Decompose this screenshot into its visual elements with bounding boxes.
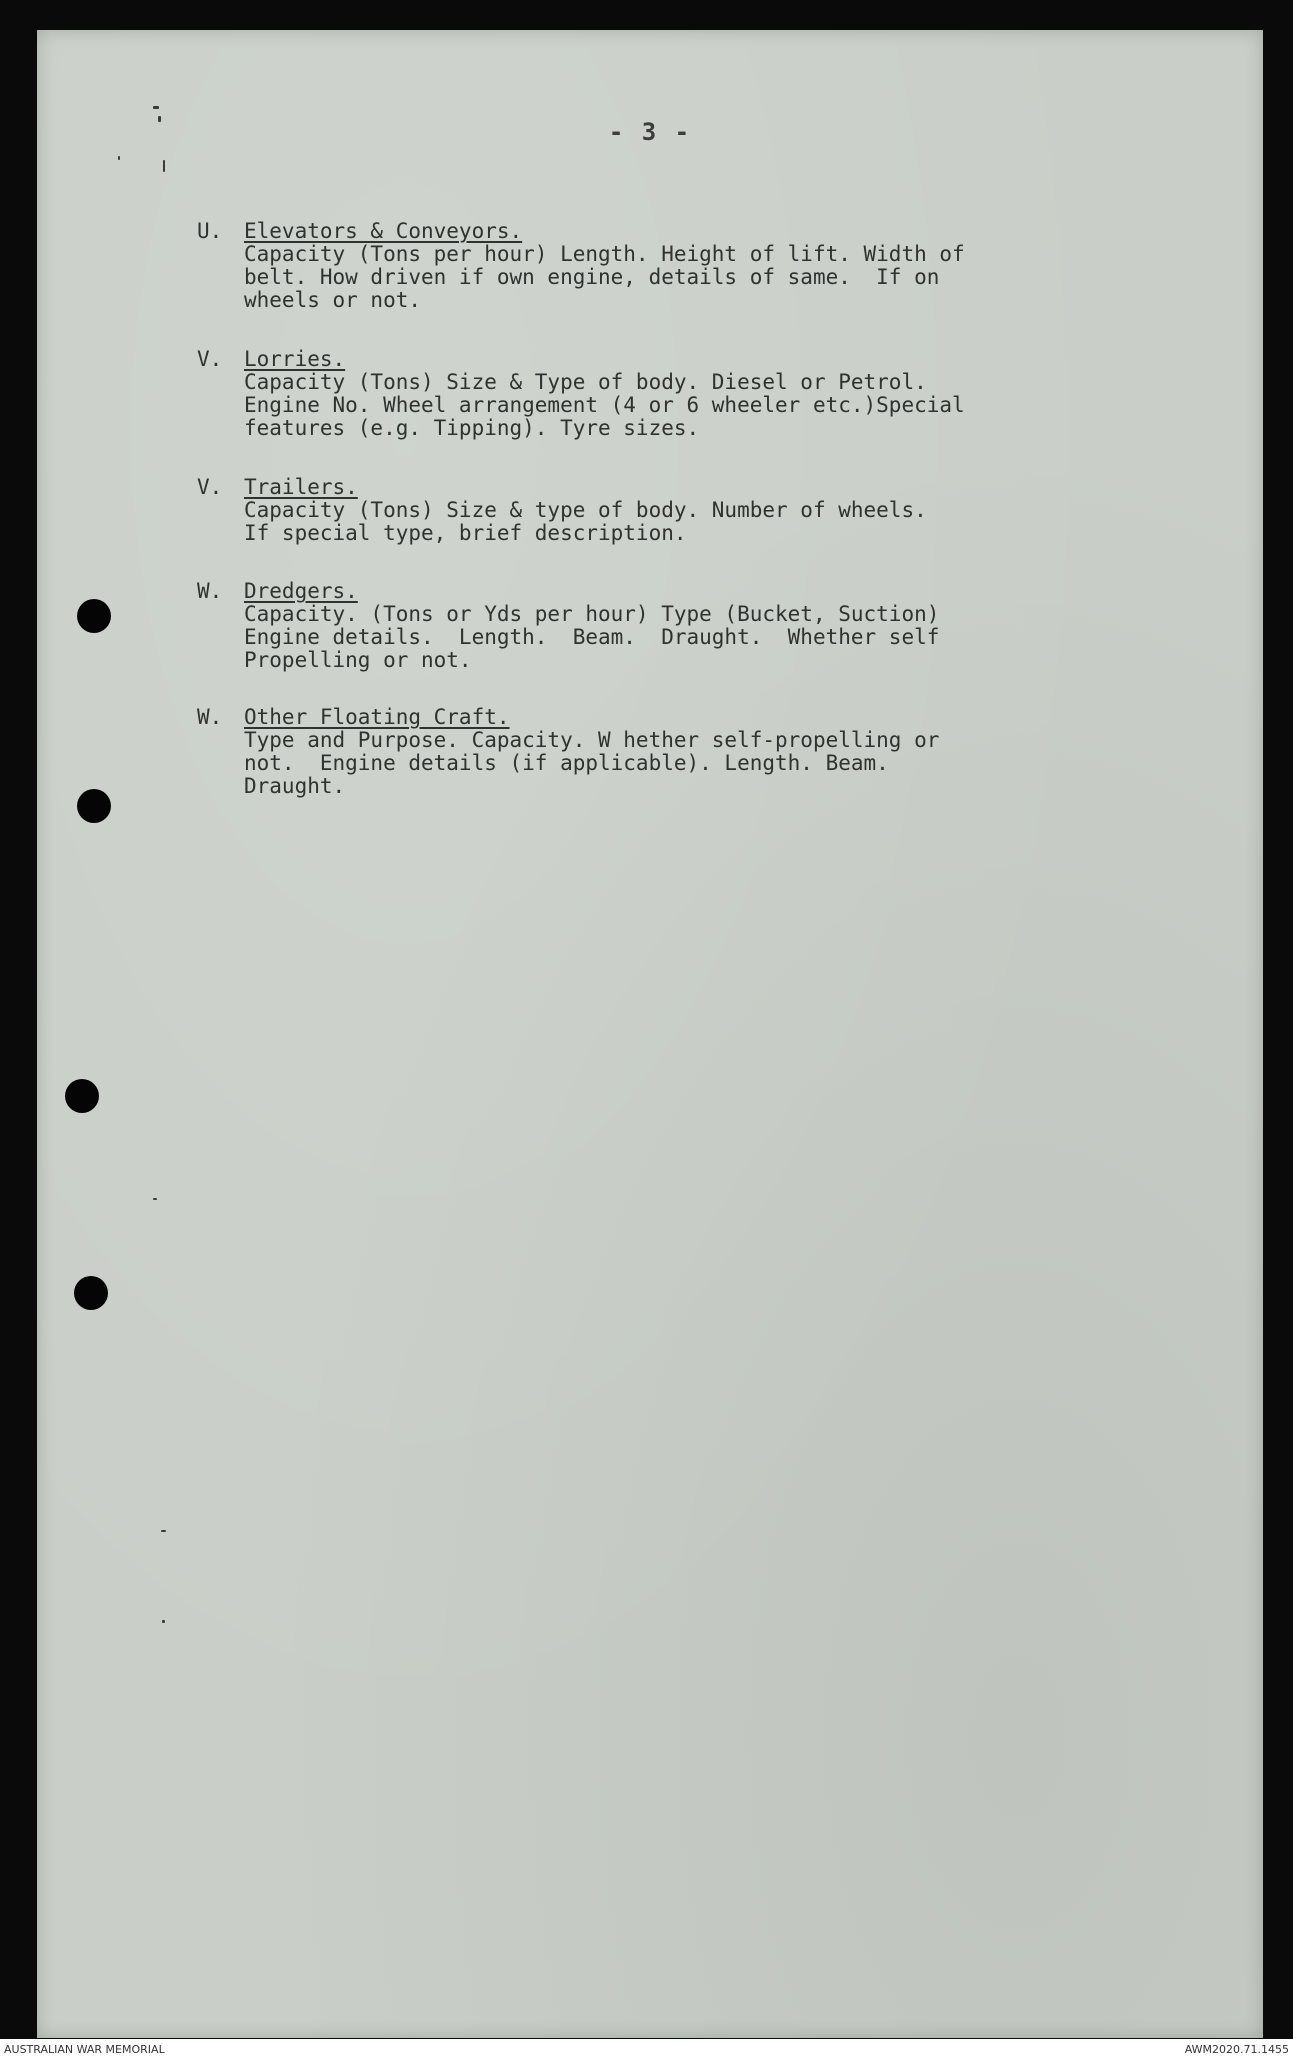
punch-hole <box>65 1079 99 1113</box>
caption-bar <box>0 2039 1293 2061</box>
section-body: Capacity. (Tons or Yds per hour) Type (Bucket, Suction) Engine details. Length. Beam. Draught. Whether self Propelling or not. <box>244 602 940 672</box>
ink-speck <box>153 1198 157 1200</box>
section-dredgers <box>197 580 1157 672</box>
section-heading <box>197 580 1157 603</box>
section-body: Capacity (Tons) Size & Type of body. Diesel or Petrol. Engine No. Wheel arrangement (4 or 6 wheeler etc.)Special features (e.g. Tipping). Tyre sizes. <box>244 370 965 440</box>
section-letter: V. <box>197 347 223 371</box>
section-heading <box>197 348 1157 371</box>
section-body: Capacity (Tons per hour) Length. Height of lift. Width of belt. How driven if own engine, details of same. If on wheels or not. <box>244 242 965 312</box>
section-title: Trailers. <box>244 475 358 499</box>
ink-speck <box>163 160 165 172</box>
collection-label: AUSTRALIAN WAR MEMORIAL <box>4 2043 165 2056</box>
section-body: Capacity (Tons) Size & type of body. Number of wheels. If special type, brief description. <box>244 498 927 545</box>
ink-speck <box>158 116 161 122</box>
section-heading <box>197 220 1157 243</box>
section-letter: W. <box>197 705 223 729</box>
section-elevators <box>197 220 1157 312</box>
section-letter: U. <box>197 219 223 243</box>
accession-number: AWM2020.71.1455 <box>1184 2043 1289 2056</box>
section-title: Elevators & Conveyors. <box>244 219 523 243</box>
page-number: - 3 - <box>608 118 692 146</box>
ink-speck <box>161 1530 166 1532</box>
section-heading <box>197 706 1157 729</box>
ink-speck <box>153 106 159 109</box>
punch-hole <box>74 1276 108 1310</box>
section-title: Lorries. <box>244 347 346 371</box>
section-trailers <box>197 476 1157 545</box>
ink-speck <box>118 156 120 160</box>
section-lorries <box>197 348 1157 440</box>
section-letter: V. <box>197 475 223 499</box>
punch-hole <box>77 599 111 633</box>
section-letter: W. <box>197 579 223 603</box>
section-title: Other Floating Craft. <box>244 705 510 729</box>
section-heading <box>197 476 1157 499</box>
section-title: Dredgers. <box>244 579 358 603</box>
ink-speck <box>162 1620 165 1623</box>
paper-page <box>37 30 1263 2038</box>
section-body: Type and Purpose. Capacity. W hether self-propelling or not. Engine details (if applicable). Length. Beam. Draught. <box>244 728 940 798</box>
punch-hole <box>77 789 111 823</box>
section-floating-craft <box>197 706 1157 798</box>
